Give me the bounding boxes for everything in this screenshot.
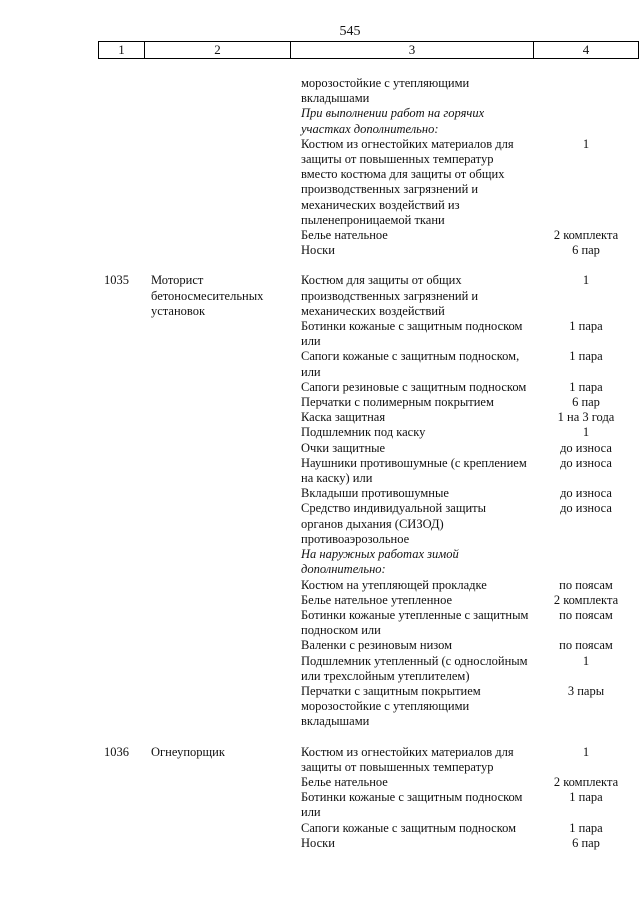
entry-number: 1036	[104, 744, 129, 759]
table-row	[0, 821, 640, 836]
page-number: 545	[339, 24, 361, 39]
table-row	[0, 836, 640, 851]
table-row	[0, 608, 640, 638]
entry-number: 1035	[104, 273, 129, 288]
ppe-quantity: 2 комплекта	[553, 228, 619, 243]
ppe-quantity: 1 пара	[569, 379, 603, 394]
ppe-quantity: 1	[582, 273, 590, 288]
ppe-item-name: Носки	[301, 243, 335, 258]
entry-spacer	[0, 258, 640, 273]
ppe-item-name: Перчатки с защитным покрытием морозостойкие с утепляющими вкладышами	[301, 683, 481, 729]
table-row	[0, 349, 640, 379]
column-number-header	[98, 41, 639, 59]
ppe-item-name: Сапоги кожаные с защитным подноском	[301, 820, 517, 835]
ppe-item-name: Костюм из огнестойких материалов для защиты от повышенных температур	[301, 744, 514, 774]
ppe-item-name: Костюм на утепляющей прокладке	[301, 577, 487, 592]
ppe-quantity: 2 комплекта	[553, 774, 619, 789]
ppe-item-name: Ботинки кожаные утепленные с защитным подноском или	[301, 607, 529, 638]
entry-spacer	[0, 730, 640, 745]
table-row	[0, 106, 640, 136]
table-row	[0, 395, 640, 410]
table-row	[0, 547, 640, 577]
ppe-quantity: по поясам	[559, 577, 613, 592]
ppe-quantity: 2 комплекта	[553, 592, 619, 607]
column-number-4: 4	[582, 42, 590, 57]
ppe-item-name: Костюм для защиты от общих производственных загрязнений и механических воздействий	[301, 273, 479, 318]
ppe-item-name: Сапоги резиновые с защитным подноском	[301, 379, 527, 394]
ppe-item-name: Средство индивидуальной защиты органов дыхания (СИЗОД) противоаэрозольное	[301, 501, 487, 546]
ppe-item-name: Белье нательное утепленное	[301, 592, 453, 607]
table-row	[0, 380, 640, 395]
ppe-item-name: Валенки с резиновым низом	[301, 638, 453, 653]
ppe-quantity: 6 пар	[572, 835, 600, 850]
table-row	[0, 578, 640, 593]
ppe-item-name: Ботинки кожаные с защитным подноском или	[301, 790, 523, 820]
column-number-2: 2	[145, 42, 291, 58]
ppe-item-name: Белье нательное	[301, 774, 388, 789]
ppe-quantity: до износа	[560, 440, 612, 455]
section-note: На наружных работах зимой дополнительно:	[301, 547, 459, 577]
ppe-item-name: Перчатки с полимерным покрытием	[301, 395, 494, 410]
ppe-item-name: Наушники противошумные (с креплением на каску) или	[301, 455, 527, 486]
ppe-item-name: Каска защитная	[301, 410, 386, 425]
ppe-quantity: до износа	[560, 486, 612, 501]
ppe-item-name: морозостойкие с утепляющими вкладышами	[301, 76, 470, 106]
column-number-1: 1	[99, 42, 145, 58]
ppe-quantity: 6 пар	[572, 395, 600, 410]
ppe-quantity: 1	[582, 744, 590, 759]
table-row	[0, 684, 640, 730]
table-row	[0, 410, 640, 425]
ppe-item-name: Очки защитные	[301, 440, 386, 455]
ppe-quantity: 3 пары	[567, 683, 605, 698]
ppe-quantity: до износа	[560, 501, 612, 516]
ppe-quantity: 1	[582, 653, 590, 668]
profession-name: Моторист бетоносмесительных установок	[151, 273, 264, 318]
ppe-item-name: Ботинки кожаные с защитным подноском или	[301, 319, 523, 349]
table-row	[0, 638, 640, 653]
table-row	[0, 137, 640, 228]
column-number-3: 3	[291, 42, 534, 58]
ppe-quantity: 1 пара	[569, 820, 603, 835]
ppe-item-name: Подшлемник под каску	[301, 425, 426, 440]
ppe-quantity: 1	[582, 425, 590, 440]
ppe-quantity: 1	[582, 136, 590, 151]
ppe-quantity: по поясам	[559, 607, 613, 622]
ppe-table-body	[0, 76, 640, 851]
ppe-item-name: Белье нательное	[301, 228, 388, 243]
ppe-quantity: 1 пара	[569, 319, 603, 334]
table-row	[0, 243, 640, 258]
ppe-quantity: 1 пара	[569, 349, 603, 364]
ppe-quantity: до износа	[560, 455, 612, 470]
profession-name: Огнеупорщик	[151, 744, 225, 759]
ppe-quantity: 1 пара	[569, 790, 603, 805]
ppe-quantity: 6 пар	[572, 243, 600, 258]
table-row	[0, 654, 640, 684]
table-row	[0, 456, 640, 486]
table-row	[0, 228, 640, 243]
table-row	[0, 745, 640, 775]
table-row	[0, 76, 640, 106]
ppe-item-name: Костюм из огнестойких материалов для защиты от повышенных температур вместо костюма для защиты от общих производственных загрязнений и механических воздействий из пыленепроницаемой ткани	[301, 136, 514, 227]
table-row	[0, 775, 640, 790]
table-row	[0, 486, 640, 501]
table-row	[0, 273, 640, 319]
ppe-item-name: Подшлемник утепленный (с однослойным или трехслойным утеплителем)	[301, 653, 528, 683]
table-row	[0, 790, 640, 820]
table-row	[0, 425, 640, 440]
table-row	[0, 319, 640, 349]
ppe-item-name: Носки	[301, 835, 335, 850]
ppe-quantity: 1 на 3 года	[557, 410, 615, 425]
ppe-item-name: Вкладыши противошумные	[301, 486, 449, 501]
table-row	[0, 441, 640, 456]
ppe-item-name: Сапоги кожаные с защитным подноском, или	[301, 349, 520, 379]
section-note: При выполнении работ на горячих участках дополнительно:	[301, 106, 485, 136]
ppe-quantity: по поясам	[559, 638, 613, 653]
table-row	[0, 501, 640, 547]
table-row	[0, 593, 640, 608]
